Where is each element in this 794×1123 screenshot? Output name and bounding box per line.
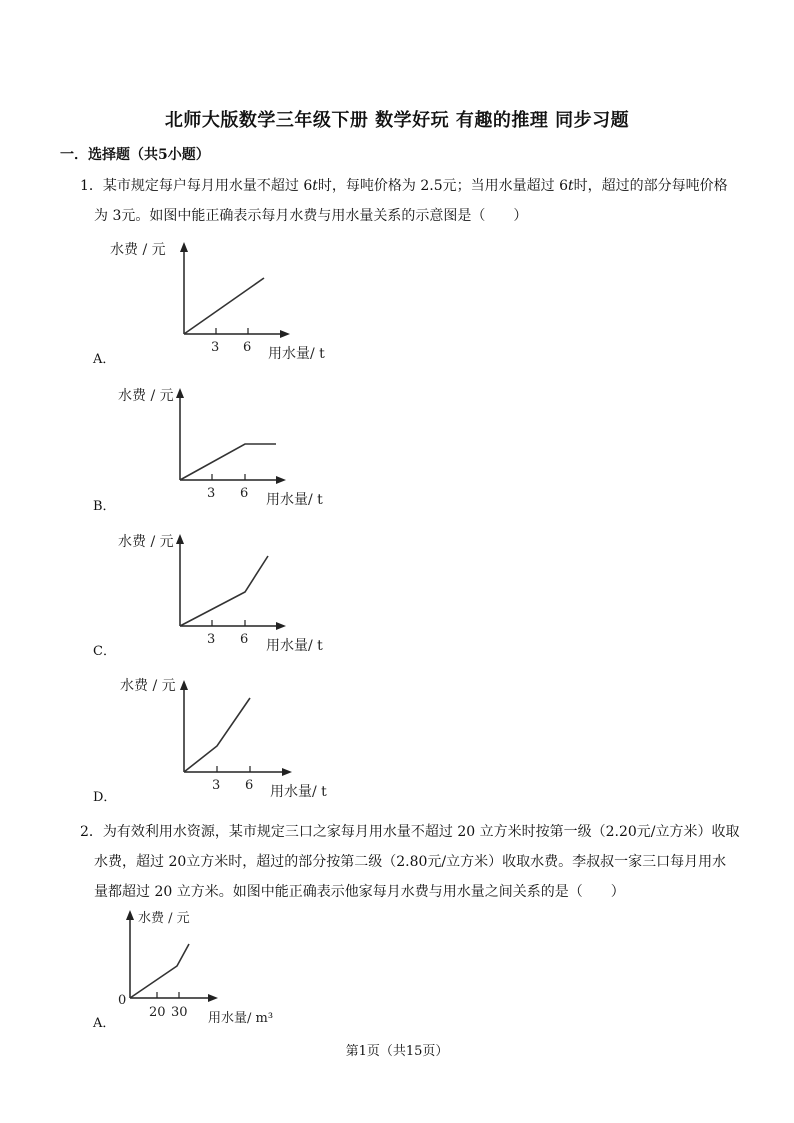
q1-option-d-label[interactable]: D．: [93, 790, 117, 805]
q1-b-xlabel: 用水量/ t: [266, 492, 323, 508]
q1-d-tick-label-6: 6: [245, 778, 254, 793]
question-2-line-2: 水费，超过 20立方米时，超过的部分按第二级（2.80元/立方米）收取水费。李叔叔一家三口每月用水: [94, 854, 727, 870]
q2-a-tick-label-30: 30: [171, 1005, 188, 1020]
page-footer: 第1页（共15页）: [345, 1044, 449, 1059]
q1-b-tick-label-6: 6: [240, 486, 249, 501]
q1-a-tick-label-3: 3: [211, 340, 220, 355]
q1-d-x-arrow-icon: [282, 768, 292, 776]
q1-c-xlabel: 用水量/ t: [266, 638, 323, 654]
q1-option-d-graph: [100, 672, 350, 802]
q1-c-x-arrow-icon: [276, 622, 286, 630]
q1-c-y-arrow-icon: [176, 534, 184, 544]
q1-d-y-arrow-icon: [180, 680, 188, 690]
section-heading: 一．选择题（共5小题）: [60, 147, 210, 163]
q1-a-ylabel: 水费 / 元: [110, 242, 166, 258]
q2-option-a-label[interactable]: A．: [93, 1016, 116, 1031]
q1-option-a-graph: [100, 234, 350, 364]
page-title: 北师大版数学三年级下册 数学好玩 有趣的推理 同步习题: [164, 110, 630, 131]
q2-a-xlabel: 用水量/ m³: [208, 1011, 274, 1026]
q1-text-a: 1．某市规定每户每月用水量不超过 6: [80, 178, 313, 194]
q1-c-line: [180, 556, 268, 626]
q1-d-line: [184, 698, 250, 772]
q2-option-a-graph: [100, 904, 350, 1028]
q1-d-ylabel: 水费 / 元: [120, 678, 176, 694]
q1-a-line: [184, 278, 264, 334]
q1-b-ylabel: 水费 / 元: [118, 388, 174, 404]
q1-option-b-label[interactable]: B．: [93, 499, 116, 514]
q1-a-tick-label-6: 6: [243, 340, 252, 355]
q1-d-xlabel: 用水量/ t: [270, 784, 327, 800]
q1-b-tick-label-3: 3: [207, 486, 216, 501]
q2-a-y-arrow-icon: [126, 910, 134, 920]
q2-a-line: [130, 944, 189, 998]
q1-text-b: 时，每吨价格为 2.5元；当用水量超过 6: [317, 178, 568, 194]
q1-unit-t-2: t: [567, 178, 574, 194]
q2-a-tick-label-20: 20: [149, 1005, 166, 1020]
q1-unit-t-1: t: [312, 178, 318, 194]
question-2-line-3: 量都超过 20 立方米。如图中能正确表示他家每月水费与用水量之间关系的是（ ）: [94, 884, 625, 900]
q2-a-origin-label: 0: [118, 993, 127, 1008]
q1-option-b-graph: [100, 380, 350, 510]
question-2-line-1: 2．为有效利用水资源，某市规定三口之家每月用水量不超过 20 立方米时按第一级（2.20元/立方米）收取: [80, 824, 740, 840]
q2-a-ylabel: 水费 / 元: [138, 911, 190, 926]
q1-c-tick-label-3: 3: [207, 632, 216, 647]
q1-b-y-arrow-icon: [176, 388, 184, 398]
q1-d-tick-label-3: 3: [212, 778, 221, 793]
q1-c-ylabel: 水费 / 元: [118, 534, 174, 550]
q1-text-c: 时，超过的部分每吨价格: [573, 178, 728, 194]
q1-a-y-arrow-icon: [180, 242, 188, 252]
question-1-line-2: 为 3元。如图中能正确表示每月水费与用水量关系的示意图是（ ）: [94, 208, 528, 224]
q1-option-a-label[interactable]: A．: [93, 352, 116, 367]
q1-a-xlabel: 用水量/ t: [268, 346, 325, 362]
q1-c-tick-label-6: 6: [240, 632, 249, 647]
q1-b-line: [180, 444, 276, 480]
question-1-line-1: [80, 172, 728, 200]
q1-b-x-arrow-icon: [276, 476, 286, 484]
q1-a-x-arrow-icon: [280, 330, 290, 338]
q1-option-c-label[interactable]: C．: [93, 644, 116, 659]
q1-option-c-graph: [100, 526, 350, 656]
q2-a-x-arrow-icon: [208, 994, 218, 1002]
